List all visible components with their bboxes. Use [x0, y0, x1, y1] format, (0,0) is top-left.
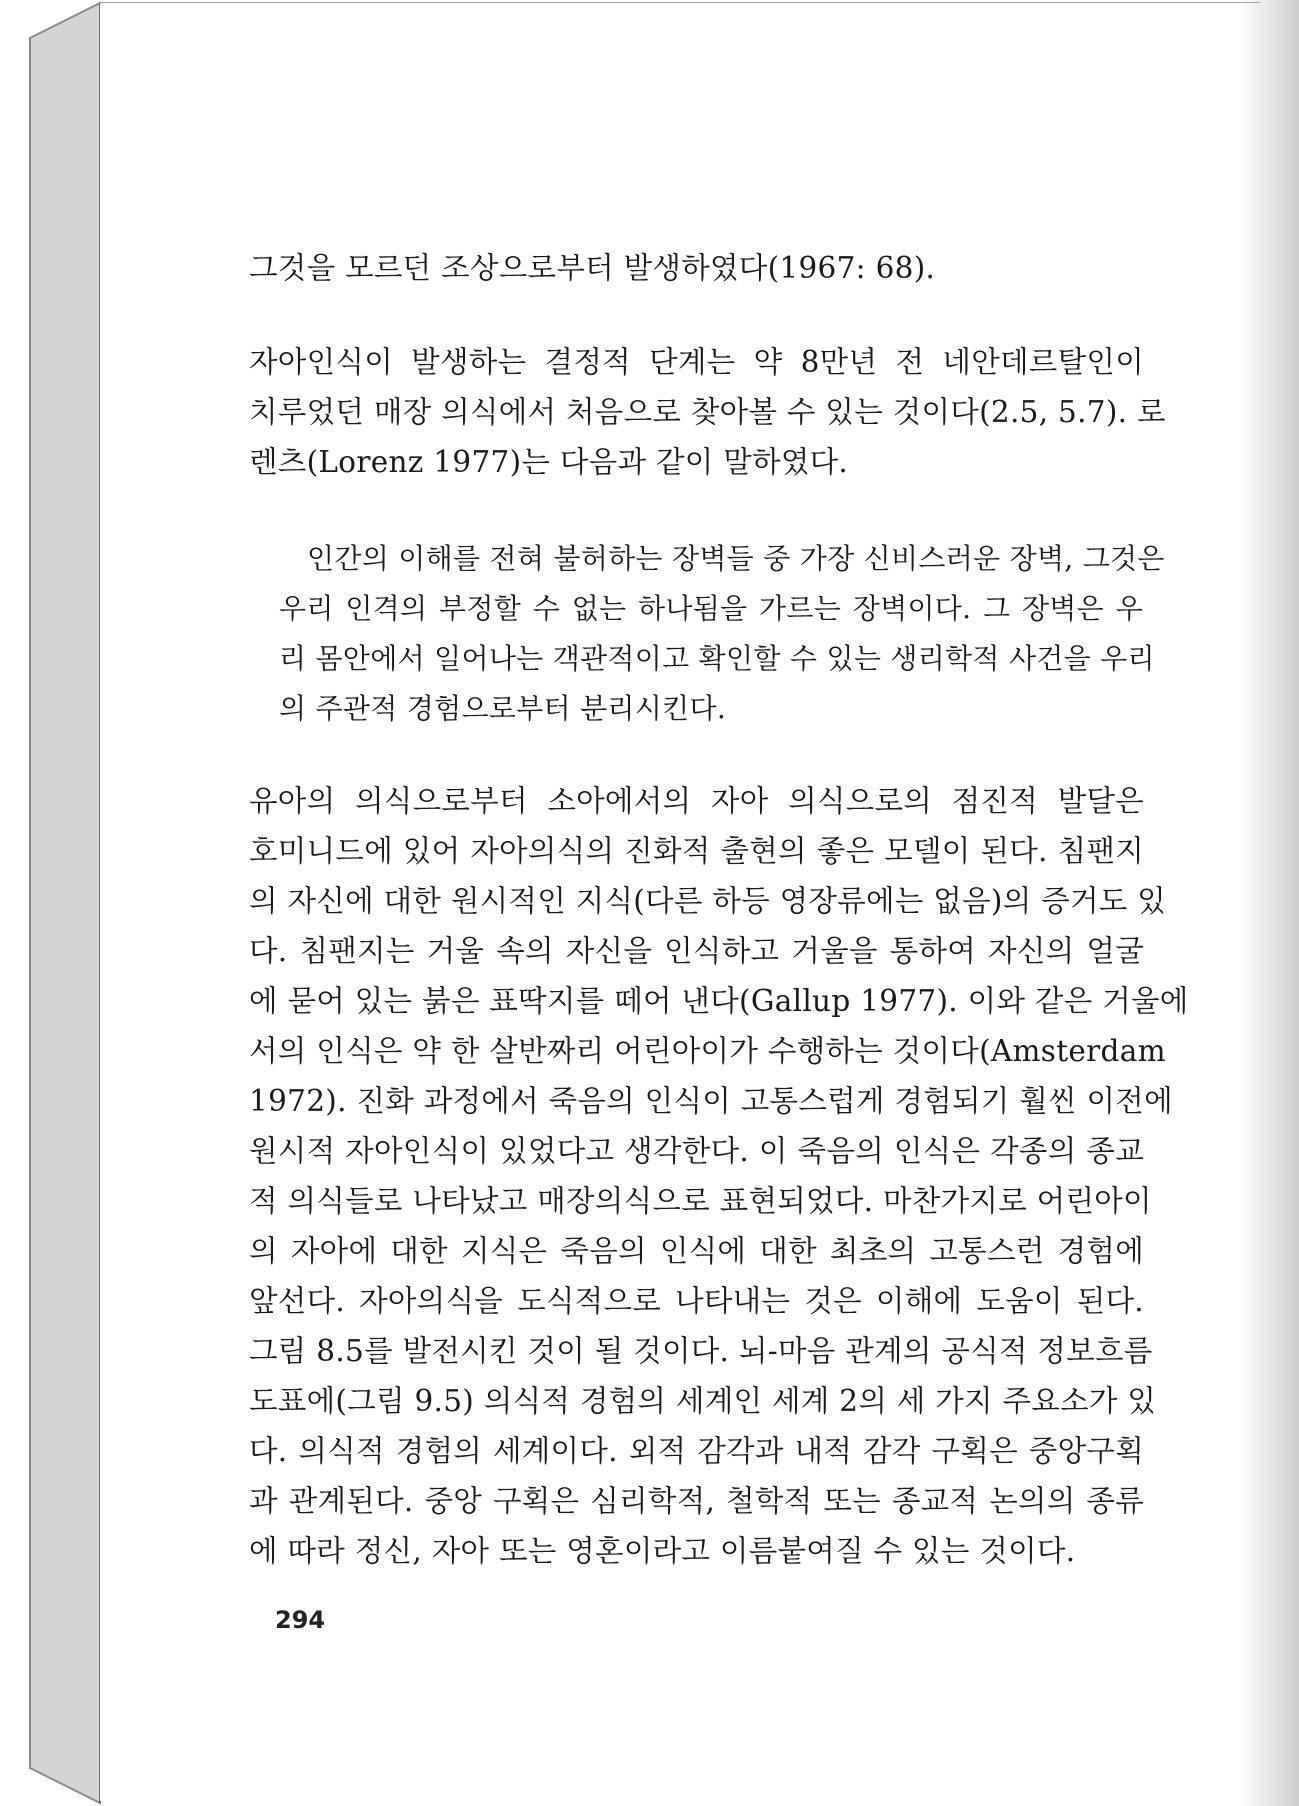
- text-line: 의 자신에 대한 원시적인 지식(다른 하등 영장류에는 없음)의 증거도 있: [249, 884, 1167, 918]
- text-line: 에 따라 정신, 자아 또는 영혼이라고 이름붙여질 수 있는 것이다.: [249, 1534, 1076, 1568]
- text-line: 앞선다. 자아의식을 도식적으로 나타내는 것은 이해에 도움이 된다.: [249, 1284, 1144, 1318]
- quote-line: 리 몸안에서 일어나는 객관적이고 확인할 수 있는 생리학적 사건을 우리: [279, 642, 1155, 675]
- text-line: 1972). 진화 과정에서 죽음의 인식이 고통스럽게 경험되기 훨씬 이전에: [249, 1084, 1173, 1118]
- text-line: 다. 침팬지는 거울 속의 자신을 인식하고 거울을 통하여 자신의 얼굴: [249, 934, 1144, 968]
- text-line: 과 관계된다. 중앙 구획은 심리학적, 철학적 또는 종교적 논의의 종류: [249, 1484, 1144, 1518]
- quote-line: 인간의 이해를 전혀 불허하는 장벽들 중 가장 신비스러운 장벽, 그것은: [307, 542, 1165, 575]
- text-line: 의 자아에 대한 지식은 죽음의 인식에 대한 최초의 고통스런 경험에: [249, 1234, 1144, 1268]
- text-line: 에 묻어 있는 붉은 표딱지를 떼어 낸다(Gallup 1977). 이와 같은 거울에: [249, 984, 1189, 1018]
- text-line: 유아의 의식으로부터 소아에서의 자아 의식으로의 점진적 발달은: [249, 784, 1144, 818]
- text-line: 자아인식이 발생하는 결정적 단계는 약 8만년 전 네안데르탈인이: [249, 345, 1144, 379]
- text-line: 도표에(그림 9.5) 의식적 경험의 세계인 세계 2의 세 가지 주요소가 있: [249, 1384, 1157, 1418]
- text-line: 원시적 자아인식이 있었다고 생각한다. 이 죽음의 인식은 각종의 종교: [249, 1134, 1144, 1168]
- text-line: 적 의식들로 나타났고 매장의식으로 표현되었다. 마찬가지로 어린아이: [249, 1184, 1152, 1218]
- text-line: 서의 인식은 약 한 살반짜리 어린아이가 수행하는 것이다(Amsterdam: [249, 1034, 1166, 1068]
- text-line: 그림 8.5를 발전시킨 것이 될 것이다. 뇌-마음 관계의 공식적 정보흐름: [249, 1334, 1153, 1368]
- page-number: 294: [275, 1606, 326, 1634]
- text-line: 치루었던 매장 의식에서 처음으로 찾아볼 수 있는 것이다(2.5, 5.7). 로: [249, 395, 1166, 429]
- page-edge-shadow: [1239, 0, 1299, 1806]
- text-line: 다. 의식적 경험의 세계이다. 외적 감각과 내적 감각 구획은 중앙구획: [249, 1434, 1144, 1468]
- quote-line: 의 주관적 경험으로부터 분리시킨다.: [279, 692, 727, 725]
- text-line: 호미니드에 있어 자아의식의 진화적 출현의 좋은 모델이 된다. 침팬지: [249, 834, 1144, 868]
- text-line: 그것을 모르던 조상으로부터 발생하였다(1967: 68).: [249, 251, 936, 285]
- quote-line: 우리 인격의 부정할 수 없는 하나됨을 가르는 장벽이다. 그 장벽은 우: [279, 592, 1143, 625]
- text-line: 렌츠(Lorenz 1977)는 다음과 같이 말하였다.: [249, 445, 849, 479]
